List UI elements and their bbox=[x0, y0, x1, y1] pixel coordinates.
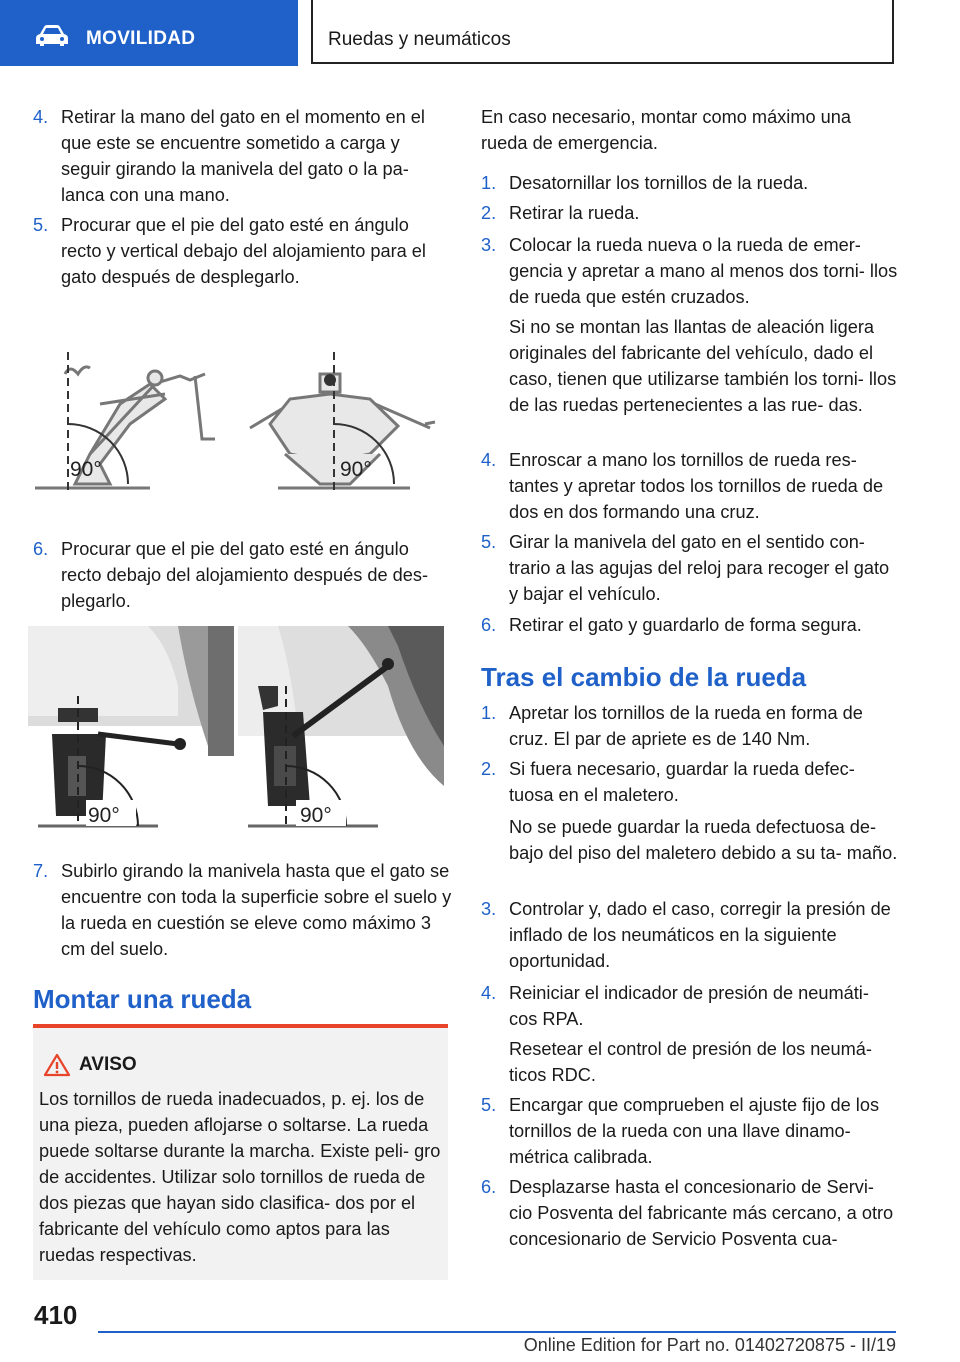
list-number: 2. bbox=[481, 759, 497, 779]
list-text: Colocar la rueda nueva o la rueda de emer‐ gencia y apretar a mano al menos dos torni‐ llos de rueda que estén cruzados. bbox=[509, 235, 898, 307]
list-text: Procurar que el pie del gato esté en ángulo recto debajo del alojamiento después de des‐ plegarlo. bbox=[61, 539, 429, 611]
jack-photo-left bbox=[28, 626, 234, 832]
step-note: Si no se montan las llantas de aleación ligera originales del fabricante del vehículo, dado el caso, tienen que utilizarse también los torni‐ llos de las ruedas pertenecientes a las rue‐ das. bbox=[509, 317, 897, 415]
list-number: 1. bbox=[481, 703, 497, 723]
list-number: 5. bbox=[481, 532, 497, 552]
list-number: 4. bbox=[481, 450, 497, 470]
angle-label: 90° bbox=[88, 804, 120, 827]
list-number: 6. bbox=[481, 1177, 497, 1197]
list-number: 7. bbox=[33, 861, 49, 881]
footer-edition: Online Edition for Part no. 01402720875 - II/19 bbox=[523, 1335, 896, 1355]
jack-photo-right bbox=[238, 626, 444, 832]
list-text: Retirar el gato y guardarlo de forma segura. bbox=[509, 615, 862, 635]
warning-box bbox=[33, 1024, 448, 1280]
list-text: Desplazarse hasta el concesionario de Servi‐ cio Posventa del fabricante más cercano, a otro concesionario de Servicio Posventa cua‐ bbox=[509, 1177, 894, 1249]
list-number: 3. bbox=[481, 899, 497, 919]
step-note: No se puede guardar la rueda defectuosa de‐ bajo del piso del maletero debido a su ta‐ maño. bbox=[509, 817, 898, 863]
warning-icon bbox=[43, 1053, 71, 1077]
list-text: Controlar y, dado el caso, corregir la presión de inflado de los neumáticos en la siguiente oportunidad. bbox=[509, 899, 891, 971]
step-note: Resetear el control de presión de los neumá‐ ticos RDC. bbox=[509, 1039, 872, 1085]
car-icon bbox=[34, 24, 70, 48]
list-number: 5. bbox=[481, 1095, 497, 1115]
list-number: 2. bbox=[481, 203, 497, 223]
list-number: 4. bbox=[33, 107, 49, 127]
list-text: Girar la manivela del gato en el sentido con‐ trario a las agujas del reloj para recoger el gato y bajar el vehículo. bbox=[509, 532, 890, 604]
list-text: Si fuera necesario, guardar la rueda defec‐ tuosa en el maletero. bbox=[509, 759, 855, 805]
warning-text: Los tornillos de rueda inadecuados, p. ej. los de una pieza, pueden aflojarse o soltarse. La rueda puede soltarse durante la marcha. Existe peli‐ gro de accidentes. Utilizar solo tornillos de rueda de dos piezas que hayan sido clasifica‐ dos por el fabricante del vehículo como aptos para las ruedas respectivas. bbox=[39, 1089, 441, 1265]
intro-paragraph: En caso necesario, montar como máximo una rueda de emergencia. bbox=[481, 107, 851, 153]
list-text: Procurar que el pie del gato esté en ángulo recto y vertical debajo del alojamiento para el gato después de desplegarlo. bbox=[61, 215, 426, 287]
section-heading-tras: Tras el cambio de la rueda bbox=[481, 662, 807, 692]
list-text: Retirar la rueda. bbox=[509, 203, 640, 223]
angle-label: 90° bbox=[300, 804, 332, 827]
chapter-title: MOVILIDAD bbox=[86, 28, 196, 49]
angle-label: 90° bbox=[340, 458, 372, 481]
footer-divider bbox=[98, 1331, 896, 1333]
section-header bbox=[311, 0, 894, 64]
list-text: Retirar la mano del gato en el momento en el que este se encuentre sometido a carga y seguir girando la manivela del gato o la pa‐ lanca con una mano. bbox=[61, 107, 425, 205]
list-text: Reiniciar el indicador de presión de neumáti‐ cos RPA. bbox=[509, 983, 869, 1029]
list-text: Enroscar a mano los tornillos de rueda res‐ tantes y apretar todos los tornillos de rueda de dos en dos formando una cruz. bbox=[509, 450, 884, 522]
list-number: 3. bbox=[481, 235, 497, 255]
list-text: Encargar que comprueben el ajuste fijo de los tornillos de la rueda con una llave dinamo‐ métrica calibrada. bbox=[509, 1095, 880, 1167]
jack-diagram-figure bbox=[30, 344, 450, 500]
page-number: 410 bbox=[34, 1300, 78, 1330]
angle-label: 90° bbox=[70, 458, 102, 481]
chapter-tab[interactable] bbox=[0, 0, 298, 66]
list-text: Apretar los tornillos de la rueda en forma de cruz. El par de apriete es de 140 Nm. bbox=[509, 703, 863, 749]
list-number: 6. bbox=[33, 539, 49, 559]
warning-title: AVISO bbox=[79, 1054, 137, 1075]
section-heading-montar: Montar una rueda bbox=[33, 984, 252, 1014]
list-number: 6. bbox=[481, 615, 497, 635]
list-number: 5. bbox=[33, 215, 49, 235]
list-number: 1. bbox=[481, 173, 497, 193]
section-title: Ruedas y neumáticos bbox=[328, 29, 511, 50]
list-text: Desatornillar los tornillos de la rueda. bbox=[509, 173, 809, 193]
list-text: Subirlo girando la manivela hasta que el gato se encuentre con toda la superficie sobre el suelo y la rueda en cuestión se eleve como máximo 3 cm del suelo. bbox=[61, 861, 452, 959]
list-number: 4. bbox=[481, 983, 497, 1003]
